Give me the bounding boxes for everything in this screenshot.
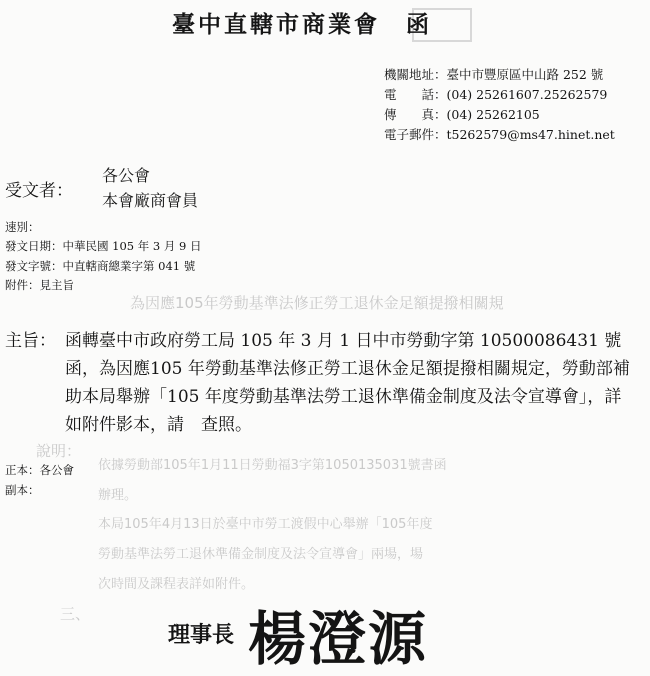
issue-date: 發文日期：中華民國 105 年 3 月 9 日: [5, 239, 202, 253]
subject-text: 函轉臺中市政府勞工局 105 年 3 月 1 日中市勞動字第 10500086431 號函，為因應105 年勞動基準法修正勞工退休金足額提撥相關規定，勞動部補助本局舉辦「105 年度勞動基準法勞工退休準備金制度及法令宣導會」，詳如附件影本，請 查照。: [65, 331, 630, 435]
page-title: [172, 6, 432, 39]
bleed-text-5: 勞動基準法勞工退休準備金制度及法令宣導會」兩場，場: [98, 547, 424, 562]
attachment-field: 附件：見主旨: [5, 278, 74, 292]
issue-number: 發文字號：中直轄商總業字第 041 號: [5, 259, 196, 273]
contact-fax: 傳 真：(04) 25262105: [384, 107, 540, 122]
distribution-copy: 副本：: [5, 483, 40, 497]
bleed-text-4: 本局105年4月13日於臺中市勞工渡假中心舉辦「105年度: [98, 517, 433, 532]
contact-address: 機關地址：臺中市豐原區中山路 252 號: [384, 67, 604, 82]
speed-field: 速別：: [5, 220, 40, 234]
bleed-text-6: 次時間及課程表詳如附件。: [98, 577, 255, 592]
recipient-label: 受文者：: [5, 181, 73, 201]
org-name: 臺中直轄市商業會: [172, 11, 380, 38]
recipient-line-2: 本會廠商會員: [102, 191, 199, 210]
signature-seal: 楊澄源: [248, 605, 429, 673]
signature-title: 理事長: [168, 622, 235, 648]
bleed-item-3: 三、: [60, 605, 91, 623]
recipient-line-1: 各公會: [102, 166, 151, 185]
subject-label: 主旨：: [5, 331, 56, 351]
contact-email: 電子郵件：t5262579@ms47.hinet.net: [384, 127, 615, 142]
bleed-text-1: 為因應105年勞動基準法修正勞工退休金足額提撥相關規: [130, 294, 504, 312]
doc-type: 函: [406, 11, 432, 38]
distribution-main: 正本：各公會: [5, 463, 74, 477]
bleed-text-2: 依據勞動部105年1月11日勞動福3字第1050135031號書函: [98, 458, 447, 473]
contact-phone: 電 話：(04) 25261607.25262579: [384, 87, 608, 102]
bleed-explain: 說明：: [36, 442, 82, 460]
bleed-text-3: 辦理。: [98, 488, 138, 503]
